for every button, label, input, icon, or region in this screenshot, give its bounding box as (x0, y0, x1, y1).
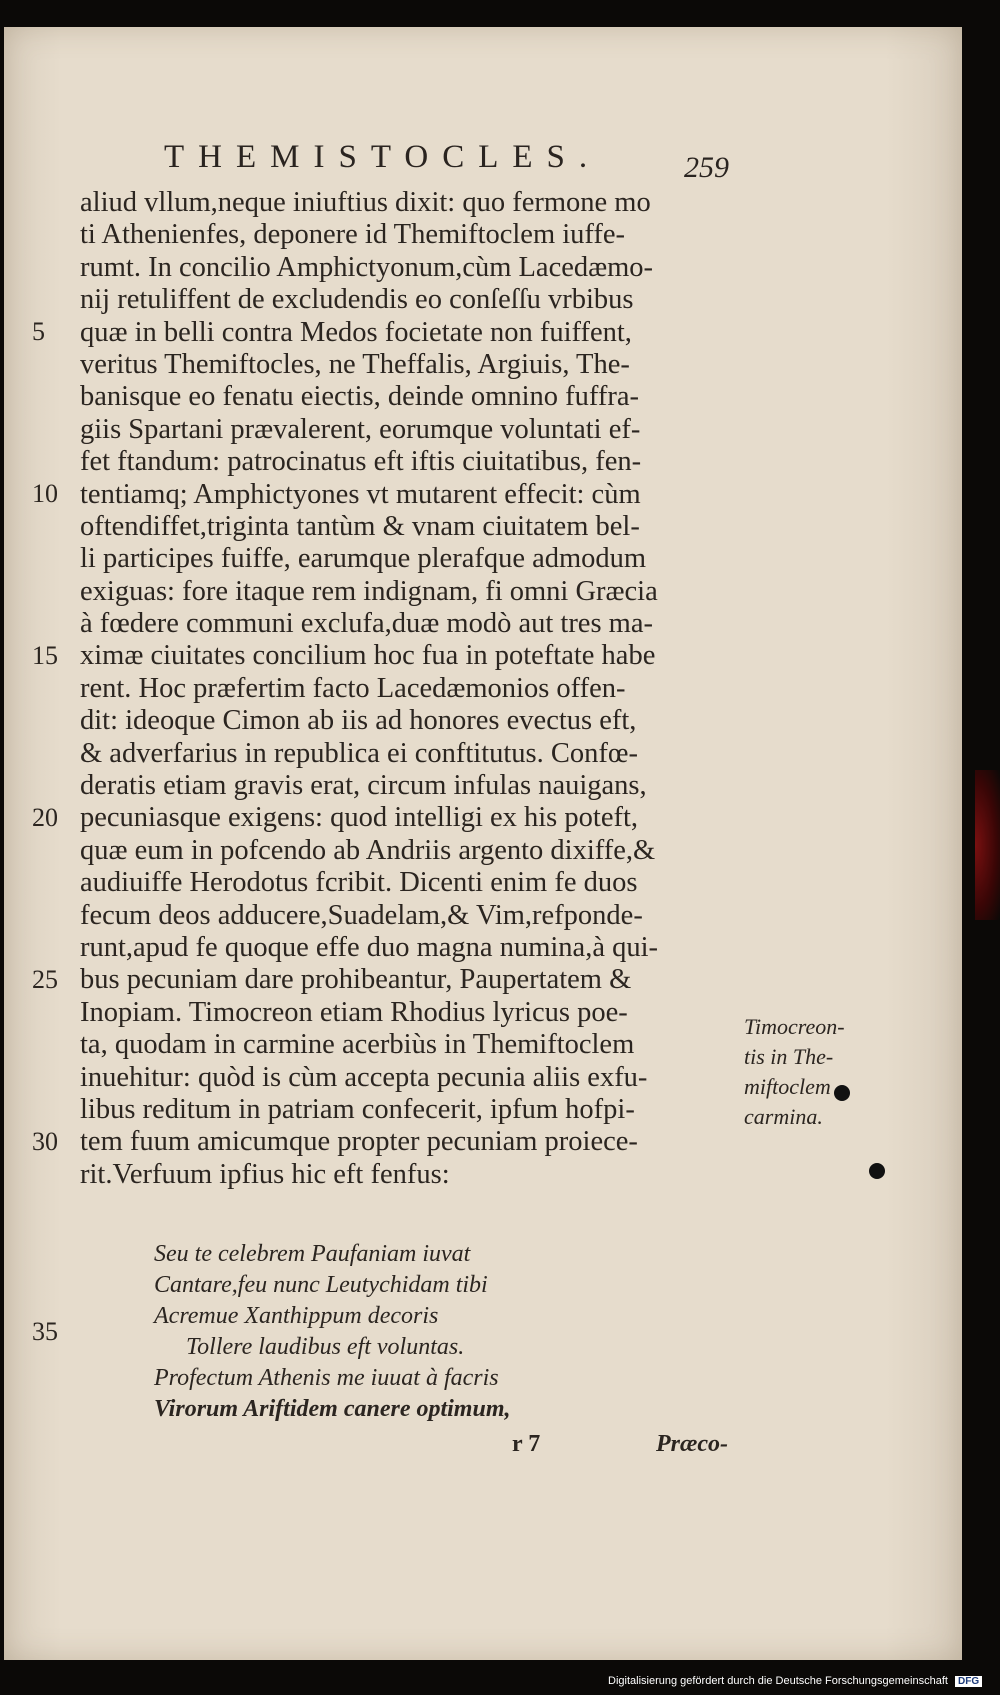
text-line: fecum deos adducere,Suadelam,& Vim,refponde- (80, 899, 643, 931)
text-line: ximæ ciuitates concilium hoc fua in poteftate habe (80, 640, 656, 672)
signature-mark: r 7 (512, 1431, 541, 1457)
marginal-line: carmina. (744, 1104, 823, 1129)
line-number: 30 (32, 1127, 58, 1156)
verse-block (154, 1239, 754, 1425)
text-line: rit.Verfuum ipfius hic eft fenfus: (80, 1158, 450, 1190)
marginal-line: Timocreon- (744, 1014, 845, 1039)
text-line: nij retuliffent de excludendis eo conſeſſu vrbibus (80, 284, 634, 316)
marginal-line: tis in The- (744, 1044, 834, 1069)
text-line: inuehitur: quòd is cùm accepta pecunia aliis exfu- (80, 1061, 648, 1093)
text-line: runt,apud fe quoque effe duo magna numina,à qui- (80, 931, 659, 963)
text-line: tentiamq; Amphictyones vt mutarent effecit: cùm (80, 478, 641, 510)
footer-credit (608, 1675, 982, 1687)
text-line: ta, quodam in carmine acerbiùs in Themiftoclem (80, 1029, 635, 1061)
ink-dot (869, 1163, 885, 1179)
text-line: quæ eum in pofcendo ab Andriis argento dixiffe,& (80, 834, 656, 866)
text-line: veritus Themiftocles, ne Theffalis, Argiuis, The- (80, 348, 630, 380)
text-line: li participes fuiffe, earumque plerafque admodum (80, 543, 647, 575)
marginal-note (744, 1012, 904, 1132)
verse-line: Virorum Ariftidem canere optimum, (154, 1396, 511, 1422)
marginal-line: miftoclem (744, 1074, 831, 1099)
line-number: 10 (32, 479, 58, 508)
verse-line: Cantare,feu nunc Leutychidam tibi (154, 1272, 488, 1298)
text-line: bus pecuniam dare prohibeantur, Paupertatem & (80, 964, 632, 996)
text-line: rumt. In concilio Amphictyonum,cùm Lacedæmo- (80, 251, 654, 283)
main-text (80, 187, 730, 1191)
red-stain (975, 770, 1000, 920)
verse-line: Seu te celebrem Paufaniam iuvat (154, 1241, 471, 1267)
line-number: 15 (32, 641, 58, 670)
text-line: quæ in belli contra Medos focietate non fuiffent, (80, 316, 632, 348)
text-line: aliud vllum,neque iniuftius dixit: quo fermone mo (80, 187, 651, 218)
text-line: rent. Hoc præfertim facto Lacedæmonios offen- (80, 672, 626, 704)
page-number: 259 (684, 151, 729, 184)
line-number: 35 (32, 1317, 58, 1346)
footer-text: Digitalisierung gefördert durch die Deutsche Forschungsgemeinschaft (608, 1675, 948, 1687)
dfg-logo: DFG (955, 1676, 982, 1687)
text-line: banisque eo fenatu eiectis, deinde omnino fuffra- (80, 381, 639, 413)
ink-dot (834, 1085, 850, 1101)
line-number: 25 (32, 965, 58, 994)
text-line: oftendiffet,triginta tantùm & vnam ciuitatem bel- (80, 510, 640, 542)
text-line: deratis etiam gravis erat, circum infulas nauigans, (80, 770, 647, 802)
text-line: dit: ideoque Cimon ab iis ad honores evectus eft, (80, 705, 637, 737)
catchword: Præco- (656, 1431, 728, 1457)
text-line: ti Athenienfes, deponere id Themiftoclem iuffe- (80, 219, 626, 251)
text-line: Inopiam. Timocreon etiam Rhodius lyricus poe- (80, 996, 628, 1028)
text-line: libus reditum in patriam confecerit, ipfum hofpi- (80, 1093, 635, 1125)
text-line: pecuniasque exigens: quod intelligi ex his poteft, (80, 802, 639, 834)
text-line: à fœdere communi exclufa,duæ modò aut tres ma- (80, 608, 653, 640)
text-line: giis Spartani prævalerent, eorumque voluntati ef- (80, 413, 641, 445)
running-header: THEMISTOCLES. (164, 139, 602, 175)
text-line: & adverfarius in republica ei conftitutus. Confœ- (80, 737, 638, 769)
verse-line: Tollere laudibus eft voluntas. (186, 1334, 465, 1360)
verse-line: Acremue Xanthippum decoris (154, 1303, 439, 1329)
line-number: 5 (32, 317, 45, 346)
text-line: audiuiffe Herodotus fcribit. Dicenti enim fe duos (80, 867, 638, 899)
verse-line: Profectum Athenis me iuuat à facris (154, 1365, 499, 1391)
text-line: tem fuum amicumque propter pecuniam proiece- (80, 1126, 638, 1158)
line-number: 20 (32, 803, 58, 832)
text-line: exiguas: fore itaque rem indignam, fi omni Græcia (80, 575, 658, 607)
text-line: fet ftandum: patrocinatus eft iftis ciuitatibus, fen- (80, 446, 642, 478)
book-page (4, 27, 962, 1660)
